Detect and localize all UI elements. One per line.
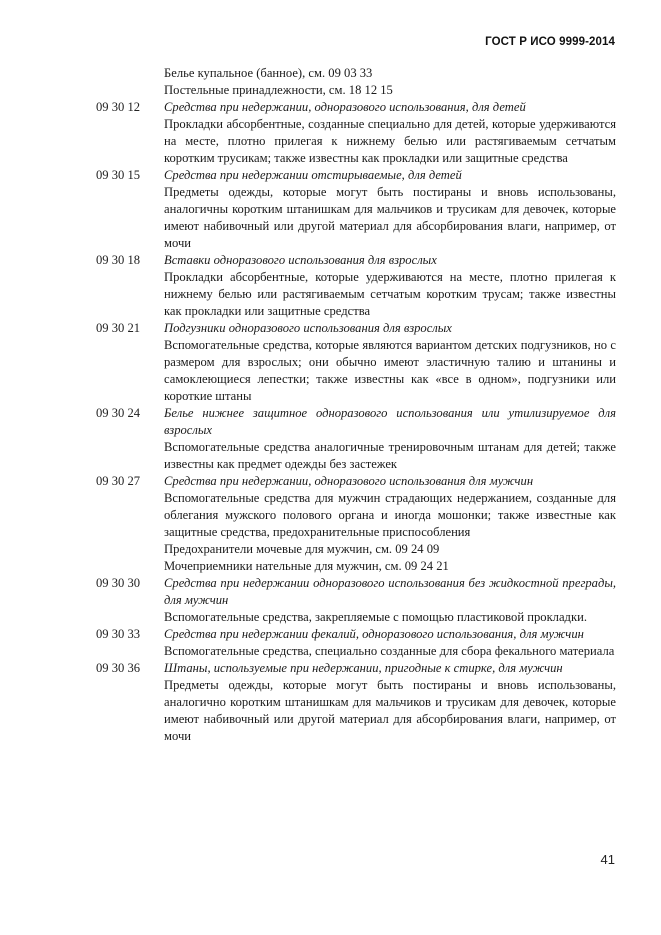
entry-code: 09 30 30 (96, 576, 141, 590)
entry-09-30-27 (96, 473, 616, 575)
cross-reference: Мочеприемники нательные для мужчин, см. 09 24 21 (164, 559, 449, 573)
entry-code: 09 30 21 (96, 321, 141, 335)
entry-title: Средства при недержании фекалий, одноразового использования, для мужчин (164, 627, 584, 641)
entry-code: 09 30 36 (96, 661, 141, 675)
entry-description: Вспомогательные средства аналогичные тренировочным штанам для детей; также известны как предмет одежды без застежек (164, 440, 616, 471)
entry-09-30-36 (96, 660, 616, 745)
entry-09-30-24 (96, 405, 616, 473)
entry-code: 09 30 24 (96, 406, 141, 420)
entry-description: Предметы одежды, которые могут быть постираны и вновь использованы, аналогично коротким штанишкам для мальчиков и трусикам для девочек, которые имеют набивочный или другой материал для абсорбирования влаги, например, от мочи (164, 678, 616, 743)
entry-description: Вспомогательные средства, закрепляемые с помощью пластиковой прокладки. (164, 610, 587, 624)
entry-09-30-12 (96, 99, 616, 167)
continuation-block (96, 65, 616, 99)
entry-code: 09 30 15 (96, 168, 141, 182)
cross-reference: Постельные принадлежности, см. 18 12 15 (164, 83, 393, 97)
entry-description: Прокладки абсорбентные, которые удерживаются на месте, плотно прилегая к нижнему белью или растягиваемым сетчатым коротким трусам; также известны как прокладки или защитные средства (164, 270, 616, 318)
cross-reference: Белье купальное (банное), см. 09 03 33 (164, 66, 373, 80)
entry-title: Средства при недержании отстирываемые, для детей (164, 168, 462, 182)
entry-code: 09 30 33 (96, 627, 141, 641)
entry-09-30-33 (96, 626, 616, 660)
entry-description: Вспомогательные средства для мужчин страдающих недержанием, созданные для облегания мужского полового органа и иногда мошонки; также известные как защитные средства, предохранительные приспособления (164, 491, 616, 539)
entry-09-30-15 (96, 167, 616, 252)
entry-description: Прокладки абсорбентные, созданные специально для детей, которые удерживаются на месте, плотно прилегая к нижнему белью или растягиваемым сетчатым коротким трусикам; также известны как прокладки или защитные средства (164, 117, 616, 165)
entry-title: Средства при недержании, одноразового использования, для детей (164, 100, 526, 114)
document-header: ГОСТ Р ИСО 9999-2014 (485, 36, 615, 48)
entry-code: 09 30 27 (96, 474, 141, 488)
classification-list (96, 65, 616, 745)
entry-title: Средства при недержании одноразового использования без жидкостной преграды, для мужчин (164, 576, 616, 607)
entry-code: 09 30 12 (96, 100, 141, 114)
entry-description: Вспомогательные средства, специально созданные для сбора фекального материала (164, 644, 615, 658)
entry-code: 09 30 18 (96, 253, 141, 267)
entry-title: Белье нижнее защитное одноразового использования или утилизируемое для взрослых (164, 406, 616, 437)
entry-title: Вставки одноразового использования для взрослых (164, 253, 437, 267)
entry-09-30-21 (96, 320, 616, 405)
entry-title: Подгузники одноразового использования для взрослых (164, 321, 452, 335)
entry-title: Штаны, используемые при недержании, пригодные к стирке, для мужчин (164, 661, 563, 675)
cross-reference: Предохранители мочевые для мужчин, см. 09 24 09 (164, 542, 440, 556)
entry-09-30-18 (96, 252, 616, 320)
entry-description: Вспомогательные средства, которые являются вариантом детских подгузников, но с размером для взрослых; они обычно имеют эластичную талию и штанины и самоклеющиеся лепестки; также известны как «все в одном», подгузники или короткие штаны (164, 338, 616, 403)
entry-description: Предметы одежды, которые могут быть постираны и вновь использованы, аналогичны коротким штанишкам для мальчиков и трусикам для девочек, которые имеют набивочный или другой материал для абсорбирования влаги, например, от мочи (164, 185, 616, 250)
entry-title: Средства при недержании, одноразового использования для мужчин (164, 474, 534, 488)
entry-09-30-30 (96, 575, 616, 626)
page-number: 41 (600, 852, 615, 867)
